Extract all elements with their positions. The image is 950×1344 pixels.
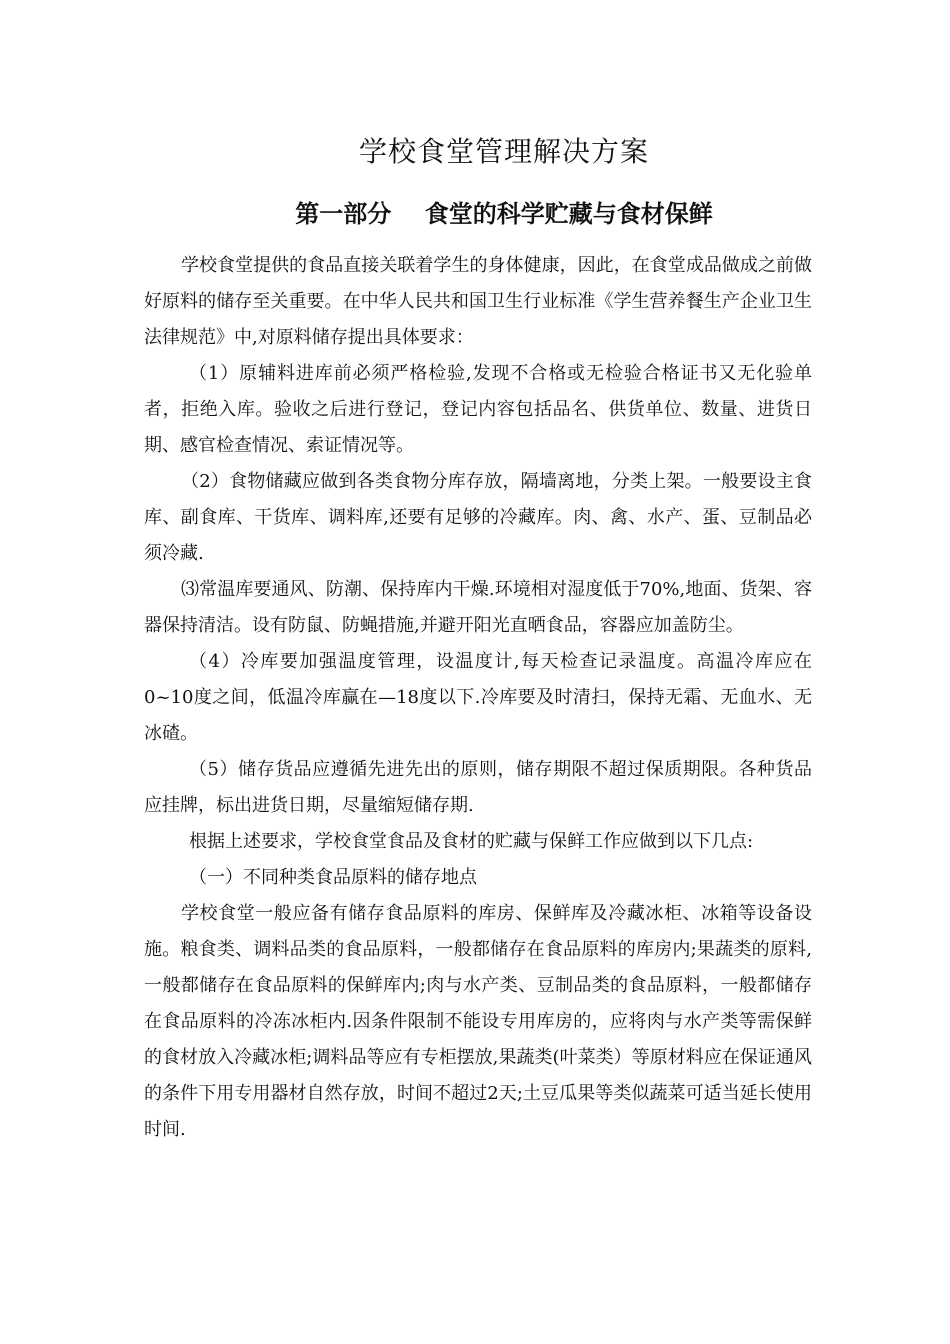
storage-location-paragraph: 学校食堂一般应备有储存食品原料的库房、保鲜库及冷藏冰柜、冰箱等设备设施。粮食类、调料品类的食品原料，一般都储存在食品原料的库房内;果蔬类的原料,一般都储存在食品原料的保鲜库内;肉与水产类、豆制品类的食品原料，一般都储存在食品原料的冷冻冰柜内.因条件限制不能设专用库房的，应将肉与水产类等需保鲜的食材放入冷藏冰柜;调料品等应有专柜摆放,果蔬类(叶菜类）等原材料应在保证通风的条件下用专用器材自然存放，时间不超过2天;土豆瓜果等类似蔬菜可适当延长使用时间. bbox=[144, 903, 812, 1140]
subsection-heading: （一）不同种类食品原料的储存地点 bbox=[189, 867, 477, 888]
intro-paragraph: 学校食堂提供的食品直接关联着学生的身体健康，因此，在食堂成品做成之前做好原料的储存至关重要。在中华人民共和国卫生行业标准《学生营养餐生产企业卫生法律规范》中,对原料储存提出具体要求： bbox=[144, 255, 812, 348]
requirement-4-paragraph: （4）冷库要加强温度管理，设温度计,每天检查记录温度。高温冷库应在0~10度之间，低温冷库赢在—18度以下.冷库要及时清扫，保持无霜、无血水、无冰碴。 bbox=[144, 651, 812, 744]
requirement-5-paragraph: （5）储存货品应遵循先进先出的原则，储存期限不超过保质期限。各种货品应挂牌，标出进货日期，尽量缩短储存期. bbox=[144, 759, 812, 816]
requirement-3-paragraph: ⑶常温库要通风、防潮、保持库内干燥.环境相对湿度低于70%,地面、货架、容器保持清洁。设有防鼠、防蝇措施,并避开阳光直晒食品，容器应加盖防尘。 bbox=[144, 579, 812, 636]
summary-paragraph: 根据上述要求，学校食堂食品及食材的贮藏与保鲜工作应做到以下几点: bbox=[189, 831, 754, 852]
requirement-2-paragraph: （2）食物储藏应做到各类食物分库存放，隔墙离地，分类上架。一般要设主食库、副食库、干货库、调料库,还要有足够的冷藏库。肉、禽、水产、蛋、豆制品必须冷藏. bbox=[144, 471, 812, 564]
section-heading: 第一部分 食堂的科学贮藏与食材保鲜 bbox=[295, 199, 713, 228]
document-title: 学校食堂管理解决方案 bbox=[358, 135, 649, 168]
document-body bbox=[144, 248, 812, 1148]
requirement-1-paragraph: （1）原辅料进库前必须严格检验,发现不合格或无检验合格证书又无化验单者，拒绝入库。验收之后进行登记，登记内容包括品名、供货单位、数量、进货日期、感官检查情况、索证情况等。 bbox=[144, 363, 812, 456]
